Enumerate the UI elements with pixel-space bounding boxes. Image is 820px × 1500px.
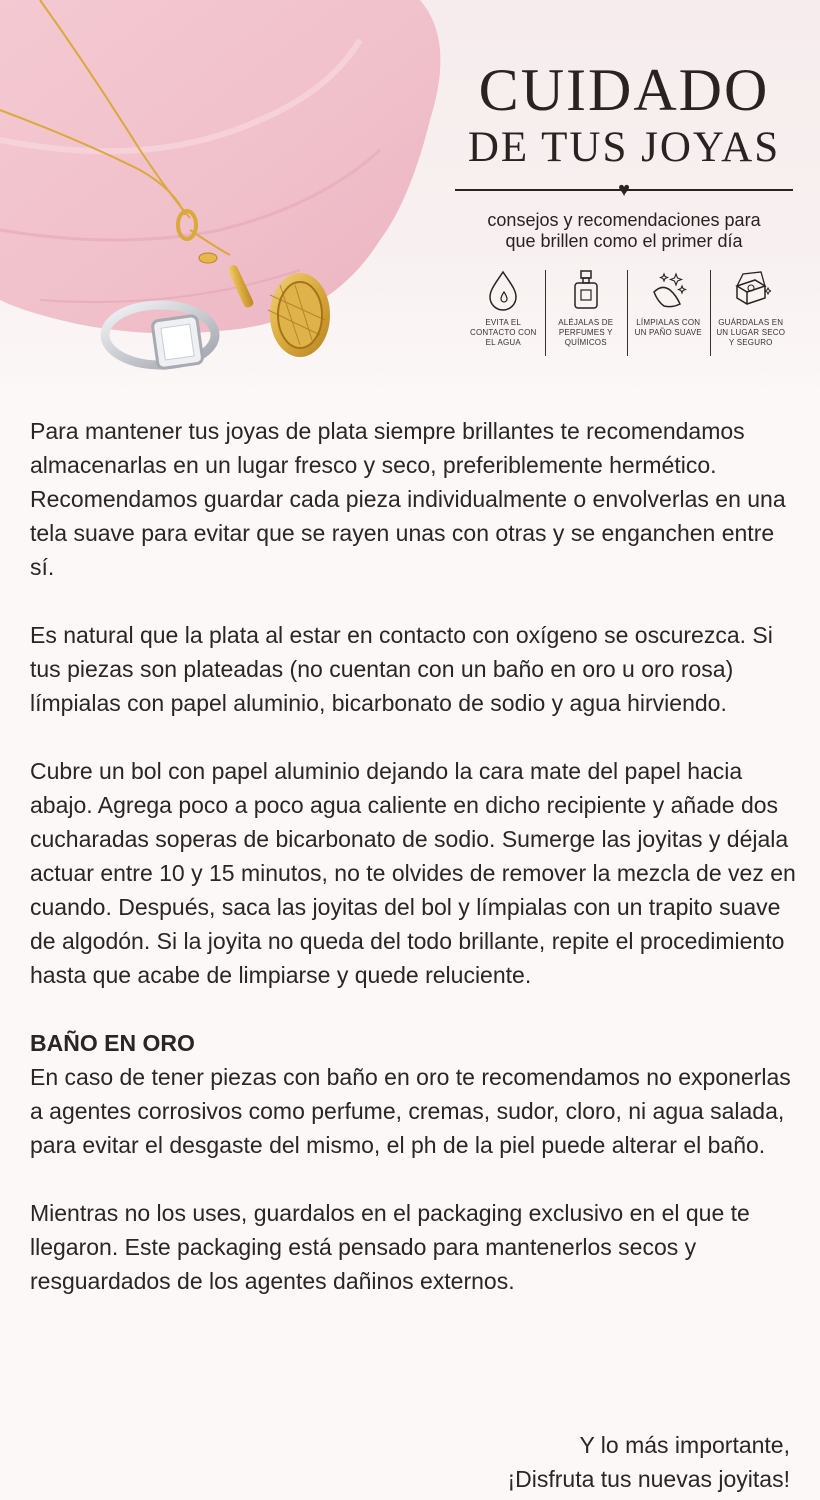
pink-cloth — [0, 0, 440, 333]
subtitle-line1: consejos y recomendaciones para — [487, 210, 761, 230]
care-label-perfume: ALÉJALAS DE PERFUMES Y QUÍMICOS — [558, 318, 614, 347]
care-item-cloth — [627, 268, 710, 360]
subtitle — [455, 210, 793, 252]
care-label-cloth: LÍMPIALAS CON UN PAÑO SUAVE — [634, 318, 702, 337]
page-title-secondary: DE TUS JOYAS — [467, 124, 781, 171]
closing-message — [507, 1428, 790, 1496]
section-heading-gold: BAÑO EN ORO — [30, 1030, 195, 1056]
water-drop-icon — [483, 268, 523, 312]
perfume-bottle-icon — [566, 268, 606, 312]
care-label-water: EVITA EL CONTACTO CON EL AGUA — [469, 318, 537, 347]
jewelry-box-icon — [731, 268, 771, 312]
cloth-sparkle-icon — [648, 268, 688, 312]
care-item-perfume — [545, 268, 628, 360]
paragraph-gold-care: En caso de tener piezas con baño en oro te recomendamos no exponerlas a agentes corrosivos como perfume, cremas, sudor, cloro, ni agua salada, para evitar el desgaste del mismo, el ph de la piel puede alterar el baño. — [30, 1064, 791, 1158]
closing-line2: ¡Disfruta tus nuevas joyitas! — [507, 1466, 790, 1492]
paragraph-storage: Para mantener tus joyas de plata siempre brillantes te recomendamos almacenarlas en un lugar fresco y seco, preferiblemente hermético. Recomendamos guardar cada pieza individualmente o envolverlas en una tela suave para evitar que se rayen unas con otras y se enganchen entre sí. — [30, 418, 786, 580]
title-block — [455, 58, 793, 252]
closing-line1: Y lo más importante, — [579, 1432, 790, 1458]
care-label-box: GUÁRDALAS EN UN LUGAR SECO Y SEGURO — [716, 318, 786, 347]
care-item-water — [462, 268, 545, 360]
care-icons-row — [462, 268, 792, 360]
subtitle-line2: que brillen como el primer día — [505, 231, 743, 251]
hero-banner — [0, 0, 820, 400]
paragraph-packaging: Mientras no los uses, guardalos en el packaging exclusivo en el que te llegaron. Este packaging está pensado para mantenerlos secos y resguardados de los agentes dañinos externos. — [30, 1200, 750, 1294]
care-instructions — [30, 414, 800, 1332]
heart-icon: ♥ — [618, 179, 630, 201]
paragraph-cleaning-steps: Cubre un bol con papel aluminio dejando la cara mate del papel hacia abajo. Agrega poco a poco agua caliente en dicho recipiente y añade dos cucharadas soperas de bicarbonato de sodio. Sumerge las joyitas y déjala actuar entre 10 y 15 minutos, no te olvides de remover la mezcla de vez en cuando. Después, saca las joyitas del bol y límpialas con un trapito suave de algodón. Si la joyita no queda del todo brillante, repite el procedimiento hasta que acabe de limpiarse y quede reluciente. — [30, 758, 796, 988]
care-item-box — [710, 268, 793, 360]
divider — [455, 180, 793, 200]
paragraph-oxidation: Es natural que la plata al estar en contacto con oxígeno se oscurezca. Si tus piezas son plateadas (no cuentan con un baño en oro u oro rosa) límpialas con papel aluminio, bicarbonato de sodio y agua hirviendo. — [30, 622, 773, 716]
page-title: CUIDADO — [478, 57, 770, 123]
